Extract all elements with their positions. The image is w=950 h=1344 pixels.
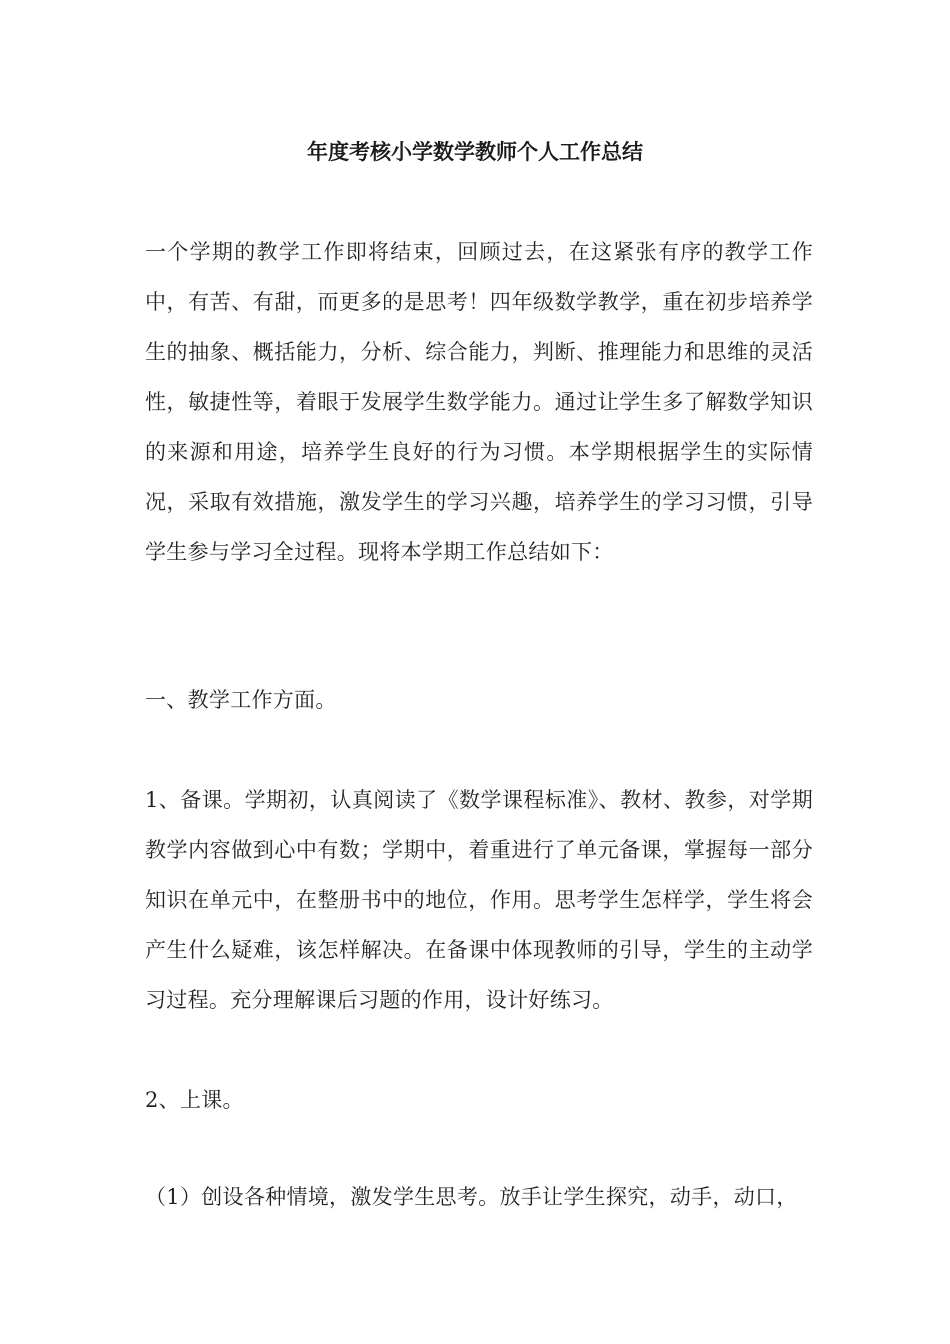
subheading-classes: 2、上课。 (145, 1088, 244, 1112)
paragraph-class-item-1: （1）创设各种情境，激发学生思考。放手让学生探究，动手，动口， (145, 1185, 798, 1209)
document-title: 年度考核小学数学教师个人工作总结 (307, 140, 643, 164)
paragraph-lesson-preparation: 1、备课。学期初，认真阅读了《数学课程标准》、教材、教参，对学期教学内容做到心中有数；学期中，着重进行了单元备课，掌握每一部分知识在单元中，在整册书中的地位，作用。思考学生怎样学，学生将会产生什么疑难，该怎样解决。在备课中体现教师的引导，学生的主动学习过程。充分理解课后习题的作用，设计好练习。 (145, 788, 813, 1012)
section-heading-teaching-work: 一、教学工作方面。 (145, 688, 337, 712)
paragraph-intro: 一个学期的教学工作即将结束，回顾过去，在这紧张有序的教学工作中，有苦、有甜，而更多的是思考！四年级数学教学，重在初步培养学生的抽象、概括能力，分析、综合能力，判断、推理能力和思维的灵活性，敏捷性等，着眼于发展学生数学能力。通过让学生多了解数学知识的来源和用途，培养学生良好的行为习惯。本学期根据学生的实际情况，采取有效措施，激发学生的学习兴趣，培养学生的学习习惯，引导学生参与学习全过程。现将本学期工作总结如下： (145, 240, 813, 564)
